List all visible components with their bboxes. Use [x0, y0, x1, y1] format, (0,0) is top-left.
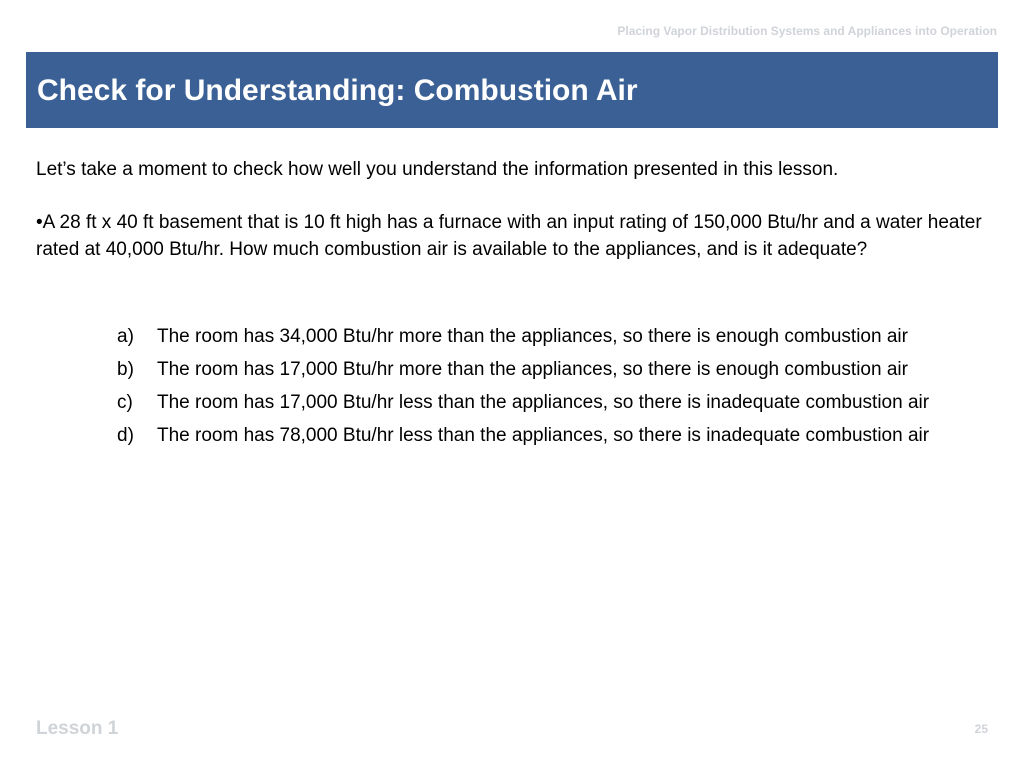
slide-title: Check for Understanding: Combustion Air [37, 74, 638, 107]
option-letter: c) [117, 392, 133, 413]
answer-option-d[interactable] [117, 422, 957, 449]
option-letter: b) [117, 359, 134, 380]
answer-option-c[interactable] [117, 389, 957, 416]
title-banner [26, 52, 998, 128]
option-text: The room has 17,000 Btu/hr less than the appliances, so there is inadequate combustion air [157, 392, 930, 413]
page-number: 25 [974, 722, 988, 736]
intro-text: Let’s take a moment to check how well you understand the information presented in this lesson. [36, 159, 839, 180]
option-letter: a) [117, 326, 134, 347]
answer-option-a[interactable] [117, 323, 957, 350]
answer-options [117, 323, 957, 455]
answer-option-b[interactable] [117, 356, 957, 383]
question-text: •A 28 ft x 40 ft basement that is 10 ft high has a furnace with an input rating of 150,000 Btu/hr and a water heater rated at 40,000 Btu/hr. How much combustion air is available to the appliances, and is it adequate? [36, 212, 982, 260]
option-text: The room has 34,000 Btu/hr more than the appliances, so there is enough combustion air [157, 326, 908, 347]
lesson-label: Lesson 1 [36, 718, 119, 739]
option-text: The room has 17,000 Btu/hr more than the appliances, so there is enough combustion air [157, 359, 908, 380]
option-letter: d) [117, 425, 134, 446]
option-text: The room has 78,000 Btu/hr less than the appliances, so there is inadequate combustion air [157, 425, 930, 446]
course-title: Placing Vapor Distribution Systems and Appliances into Operation [617, 24, 997, 38]
